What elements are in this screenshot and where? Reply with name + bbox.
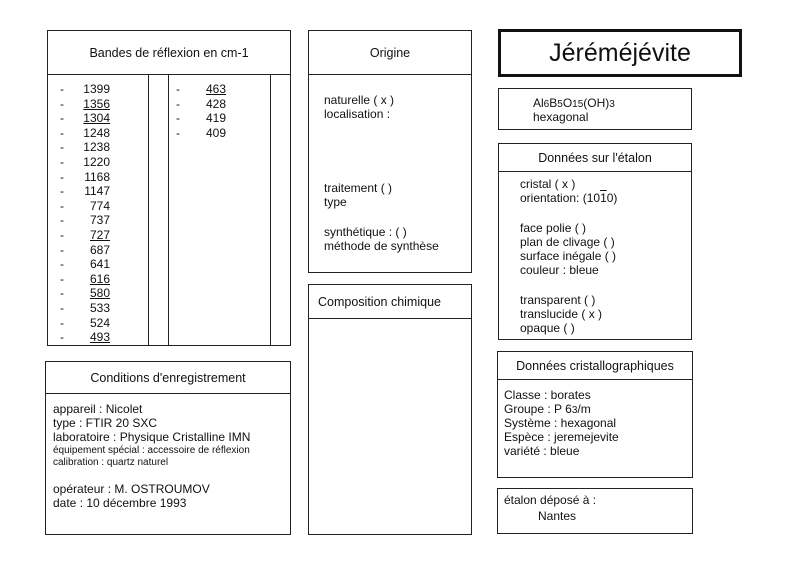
composition-panel xyxy=(308,284,472,535)
cristallo-groupe: Groupe : P 63/m xyxy=(504,402,591,416)
conditions-panel xyxy=(45,361,291,535)
formula-box xyxy=(498,88,692,130)
cristallo-title: Données cristallographiques xyxy=(516,358,674,373)
cristallo-variete: variété : bleue xyxy=(504,444,580,458)
band-number: 737 xyxy=(89,213,110,228)
band-value xyxy=(60,126,110,141)
mineral-name-box xyxy=(498,29,742,77)
conditions-laboratoire: laboratoire : Physique Cristalline IMN xyxy=(53,430,251,444)
band-dash: - xyxy=(60,286,64,301)
bands-title: Bandes de réflexion en cm-1 xyxy=(89,45,249,60)
band-dash: - xyxy=(60,169,64,184)
etalon-couleur: couleur : bleue xyxy=(520,263,599,277)
etalon-header xyxy=(499,144,691,172)
band-number: 524 xyxy=(89,315,110,330)
conditions-title: Conditions d'enregistrement xyxy=(90,370,246,385)
band-number: 774 xyxy=(89,198,110,213)
band-value xyxy=(60,199,110,214)
band-value xyxy=(60,170,110,185)
band-number: 580 xyxy=(89,286,110,301)
bands-panel xyxy=(47,30,291,346)
depot-panel xyxy=(497,488,693,534)
band-value xyxy=(176,111,226,126)
band-value xyxy=(60,97,110,112)
band-value xyxy=(176,126,226,141)
band-dash: - xyxy=(60,257,64,272)
band-number: 1248 xyxy=(83,125,110,140)
band-dash: - xyxy=(60,271,64,286)
band-value xyxy=(60,301,110,316)
band-value xyxy=(60,184,110,199)
cristallo-panel xyxy=(497,351,693,478)
conditions-appareil: appareil : Nicolet xyxy=(53,402,143,416)
band-value xyxy=(60,286,110,301)
bands-divider-3 xyxy=(270,75,271,345)
band-number: 1356 xyxy=(83,96,110,111)
band-value xyxy=(60,330,110,345)
conditions-calibration: calibration : quartz naturel xyxy=(53,457,169,468)
band-dash: - xyxy=(60,301,64,315)
band-number: 616 xyxy=(89,271,110,286)
band-dash: - xyxy=(176,96,180,111)
mineral-name: Jéréméjévite xyxy=(549,38,691,67)
band-value xyxy=(60,257,110,272)
band-dash: - xyxy=(60,242,64,257)
band-dash: - xyxy=(176,125,180,140)
etalon-transparent: transparent ( ) xyxy=(520,293,596,307)
conditions-date: date : 10 décembre 1993 xyxy=(53,496,187,510)
composition-title: Composition chimique xyxy=(318,294,441,309)
origin-type: type xyxy=(324,195,347,209)
etalon-plan-clivage: plan de clivage ( ) xyxy=(520,235,615,249)
origin-panel xyxy=(308,30,472,273)
formula: Al6B5O15(OH)3 xyxy=(533,96,615,110)
band-dash: - xyxy=(176,111,180,126)
cristallo-header xyxy=(498,352,692,380)
band-value xyxy=(60,140,110,155)
band-number: 1399 xyxy=(83,82,110,96)
cristallo-espece: Espèce : jeremejevite xyxy=(504,430,619,444)
conditions-header xyxy=(46,362,290,394)
cristallo-systeme: Système : hexagonal xyxy=(504,416,617,430)
band-dash: - xyxy=(60,82,64,96)
cristallo-classe: Classe : borates xyxy=(504,388,591,402)
band-dash: - xyxy=(60,155,64,169)
band-dash: - xyxy=(60,125,64,140)
band-value xyxy=(60,213,110,228)
bands-divider-2 xyxy=(168,75,169,345)
band-number: 1220 xyxy=(83,155,110,169)
band-number: 1168 xyxy=(84,169,110,184)
band-value xyxy=(60,316,110,331)
band-value xyxy=(60,243,110,258)
band-number: 687 xyxy=(89,242,110,257)
etalon-cristal: cristal ( x ) xyxy=(520,177,576,191)
conditions-equipement: équipement spécial : accessoire de réflexion xyxy=(53,445,250,456)
band-number: 1147 xyxy=(84,184,110,199)
conditions-operateur: opérateur : M. OSTROUMOV xyxy=(53,482,210,496)
conditions-type: type : FTIR 20 SXC xyxy=(53,416,158,430)
band-value xyxy=(60,155,110,170)
bands-divider-1 xyxy=(148,75,149,345)
origin-header xyxy=(309,31,471,75)
origin-synthetique: synthétique : ( ) xyxy=(324,225,407,239)
origin-traitement: traitement ( ) xyxy=(324,181,393,195)
band-number: 463 xyxy=(205,82,226,96)
etalon-panel xyxy=(498,143,692,340)
etalon-face-polie: face polie ( ) xyxy=(520,221,587,235)
etalon-orientation: orientation: (1010) xyxy=(520,191,618,205)
band-value xyxy=(176,97,226,112)
band-number: 727 xyxy=(89,228,110,242)
band-dash: - xyxy=(60,198,64,213)
crystal-system: hexagonal xyxy=(533,110,589,124)
band-dash: - xyxy=(60,96,64,111)
band-number: 493 xyxy=(89,330,110,345)
etalon-opaque: opaque ( ) xyxy=(520,321,575,335)
origin-localisation: localisation : xyxy=(324,107,391,121)
composition-header xyxy=(309,285,471,319)
bands-table xyxy=(48,75,290,345)
depot-label: étalon déposé à : xyxy=(504,493,597,507)
band-number: 409 xyxy=(205,125,226,140)
band-dash: - xyxy=(60,330,64,345)
etalon-translucide: translucide ( x ) xyxy=(520,307,603,321)
band-dash: - xyxy=(60,184,64,199)
band-dash: - xyxy=(60,315,64,330)
etalon-title: Données sur l'étalon xyxy=(538,150,652,165)
band-dash: - xyxy=(60,213,64,228)
band-value xyxy=(60,111,110,126)
band-number: 1304 xyxy=(83,111,110,126)
band-number: 428 xyxy=(205,96,226,111)
band-number: 533 xyxy=(89,301,110,315)
band-value xyxy=(60,82,110,97)
origin-naturelle: naturelle ( x ) xyxy=(324,93,395,107)
band-dash: - xyxy=(176,82,180,96)
origin-methode: méthode de synthèse xyxy=(324,239,439,253)
band-number: 1238 xyxy=(83,140,110,155)
band-dash: - xyxy=(60,111,64,126)
origin-title: Origine xyxy=(369,45,411,60)
band-number: 419 xyxy=(205,111,226,126)
bands-header xyxy=(48,31,290,75)
band-value xyxy=(176,82,226,97)
band-number: 641 xyxy=(89,257,110,272)
band-value xyxy=(60,272,110,287)
depot-lieu: Nantes xyxy=(538,509,577,523)
band-dash: - xyxy=(60,140,64,155)
band-dash: - xyxy=(60,228,64,242)
etalon-surface: surface inégale ( ) xyxy=(520,249,617,263)
band-value xyxy=(60,228,110,243)
